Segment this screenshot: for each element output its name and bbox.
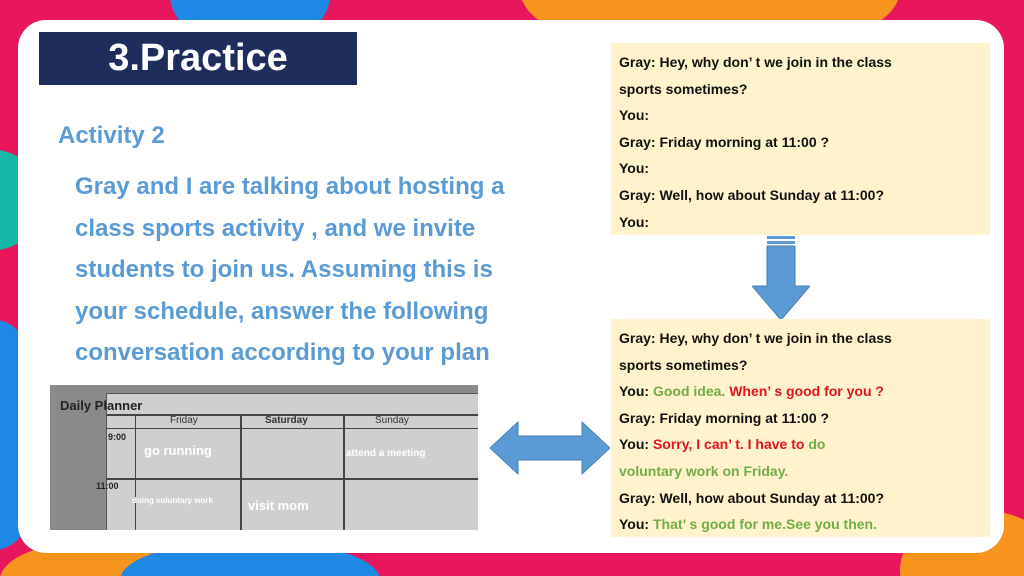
planner-rule [106, 428, 478, 429]
dialog-line: Gray: Hey, why don’ t we join in the class [619, 330, 892, 346]
dialog-line [619, 431, 990, 458]
planner-entry: doing voluntary work [132, 496, 213, 505]
dialog-line: Gray: Friday morning at 11:00 ? [619, 133, 830, 150]
planner-day-saturday: Saturday [265, 415, 308, 426]
answer-green: Good idea. [652, 383, 730, 400]
dialog-line: Gray: Well, how about Sunday at 11:00? [619, 186, 885, 203]
instruction-text [75, 166, 565, 374]
dialog-line [619, 378, 990, 405]
planner-title: Daily Planner [60, 398, 143, 413]
dialog-answers [611, 319, 990, 537]
planner-entry: visit mom [248, 498, 309, 513]
planner-rule [240, 414, 242, 530]
dialog-blank [611, 43, 990, 235]
double-arrow-icon [490, 420, 610, 476]
speaker-label: You: [619, 516, 653, 533]
answer-green: That’ s good for me.See you then. [652, 516, 877, 533]
instruction-line: your schedule, answer the following [75, 297, 489, 325]
dialog-line: voluntary work on Friday. [619, 462, 789, 479]
planner-entry: attend a meeting [346, 448, 426, 459]
instruction-line: class sports activity , and we invite [75, 214, 476, 242]
speaker-label: You: [619, 436, 653, 453]
dialog-line: You: [619, 160, 650, 177]
dialog-line: Gray: Hey, why don’ t we join in the class [619, 54, 892, 70]
down-arrow-icon [752, 236, 810, 320]
answer-green: do [808, 436, 826, 453]
planner-rule [106, 478, 478, 480]
planner-rule [343, 414, 345, 530]
dialog-line: Gray: Well, how about Sunday at 11:00? [619, 489, 885, 506]
dialog-line: sports sometimes? [619, 80, 748, 97]
dialog-line [619, 511, 990, 538]
speaker-label: You: [619, 383, 653, 400]
dialog-line: sports sometimes? [619, 356, 748, 373]
answer-red: When’ s good for you ? [729, 383, 884, 400]
dialog-line: You: [619, 213, 650, 230]
planner-day-sunday: Sunday [375, 415, 409, 426]
answer-red: Sorry, I can’ t. I have to [652, 436, 809, 453]
planner-rule [135, 414, 136, 530]
activity-label: Activity 2 [58, 122, 165, 149]
instruction-line: Gray and I are talking about hosting a [75, 173, 505, 200]
instruction-line: students to join us. Assuming this is [75, 256, 493, 283]
slide-title: 3.Practice [39, 32, 357, 85]
planner-time: 11:00 [96, 481, 119, 491]
planner-entry: go running [144, 443, 212, 458]
instruction-line: conversation according to your plan [75, 339, 490, 366]
planner-time: 9:00 [108, 432, 127, 442]
dialog-line: Gray: Friday morning at 11:00 ? [619, 409, 830, 426]
planner-day-friday: Friday [170, 415, 198, 426]
dialog-line: You: [619, 107, 650, 124]
